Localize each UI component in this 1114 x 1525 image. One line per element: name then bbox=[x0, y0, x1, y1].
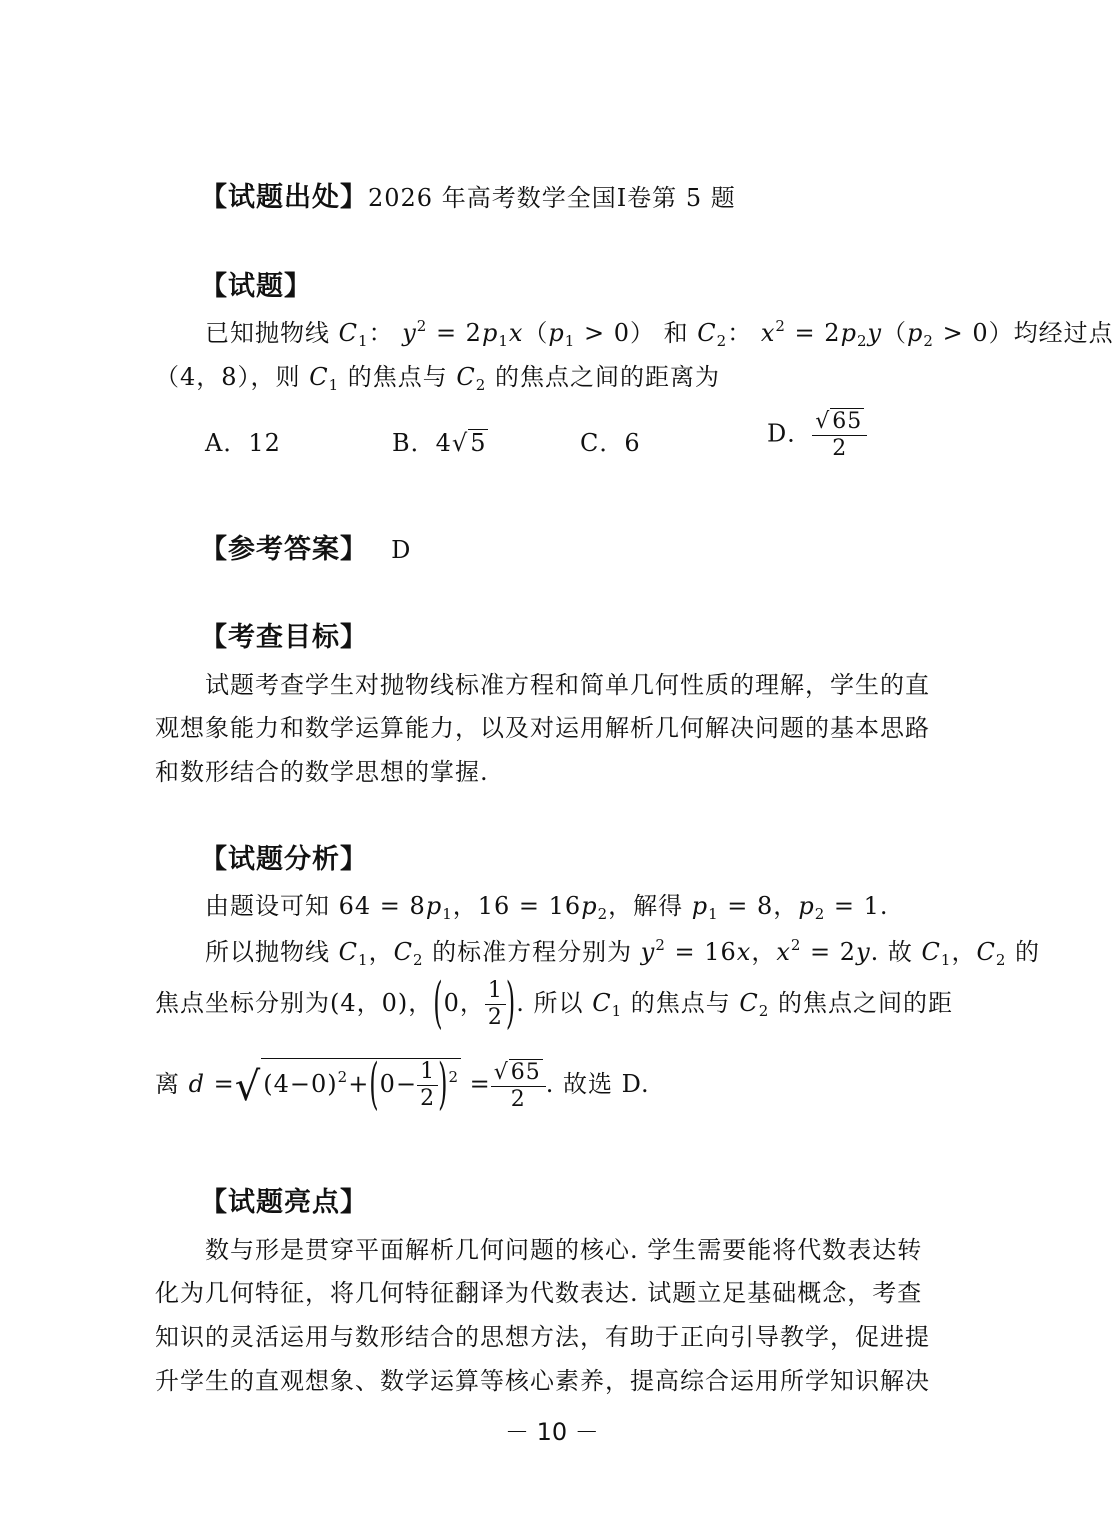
question-heading: 【试题】 bbox=[200, 271, 312, 302]
answer-value: D bbox=[391, 536, 412, 564]
analysis-line-1: 由题设可知 $64 = 8p_1$，$16 = 16p_2$，解得 $p_1 = 8$，$p_2 = 1$. bbox=[205, 892, 889, 923]
analysis-heading: 【试题分析】 bbox=[200, 844, 368, 875]
objective-line-2: 观想象能力和数学运算能力，以及对运用解析几何解决问题的基本思路 bbox=[155, 714, 930, 742]
highlight-line-4: 升学生的直观想象、数学运算等核心素养，提高综合运用所学知识解决 bbox=[155, 1367, 930, 1395]
option-c: C．6 bbox=[580, 429, 641, 457]
answer-line bbox=[200, 527, 411, 566]
analysis-line-2: 所以抛物线 $C_1$，$C_2$ 的标准方程分别为 $y^2 = 16x$，$x^2 = 2y$. 故 $C_1$，$C_2$ 的 bbox=[205, 936, 1041, 969]
objective-line-3: 和数形结合的数学思想的掌握. bbox=[155, 758, 489, 786]
highlight-line-3: 知识的灵活运用与数形结合的思想方法，有助于正向引导教学，促进提 bbox=[155, 1323, 930, 1351]
source-text: 2026 年高考数学全国Ⅰ卷第 5 题 bbox=[368, 184, 736, 212]
source-heading: 【试题出处】 bbox=[200, 182, 368, 213]
analysis-line-4: 离 $d =√(4-0)^2+(0-$ $\frac{1}{2}$ )$^2$ = $\frac{√65}{2}$ . 故选 D. bbox=[155, 1051, 650, 1117]
option-a: A．12 bbox=[205, 429, 281, 457]
highlight-line-2: 化为几何特征，将几何特征翻译为代数表达. 试题立足基础概念，考查 bbox=[155, 1279, 923, 1307]
question-stem-line-2: （4，8），则 $C_1$ 的焦点与 $C_2$ 的焦点之间的距离为 bbox=[155, 363, 720, 394]
objective-line-1: 试题考查学生对抛物线标准方程和简单几何性质的理解，学生的直 bbox=[205, 671, 930, 699]
option-d: D． $\frac{√65}{2}$ bbox=[767, 408, 867, 462]
analysis-line-3: 焦点坐标分别为(4，0)，(0， $\frac{1}{2}$ ). 所以 $C_1$ 的焦点与 $C_2$ 的焦点之间的距 bbox=[155, 970, 953, 1036]
option-b: B．4√5 bbox=[392, 429, 487, 457]
highlight-line-1: 数与形是贯穿平面解析几何问题的核心. 学生需要能将代数表达转 bbox=[205, 1236, 923, 1264]
answer-heading: 【参考答案】 bbox=[200, 534, 368, 565]
objective-heading: 【考查目标】 bbox=[200, 622, 368, 653]
source-line bbox=[200, 175, 736, 214]
page-number: － 10 － bbox=[505, 1418, 599, 1446]
highlight-heading: 【试题亮点】 bbox=[200, 1187, 368, 1218]
question-stem-line-1: 已知抛物线 $C_1$： $y^2 = 2p_1x(p_1 > 0)$ 和 $C_2$： $x^2 = 2p_2y(p_2 > 0)$均经过点 bbox=[205, 317, 1114, 350]
